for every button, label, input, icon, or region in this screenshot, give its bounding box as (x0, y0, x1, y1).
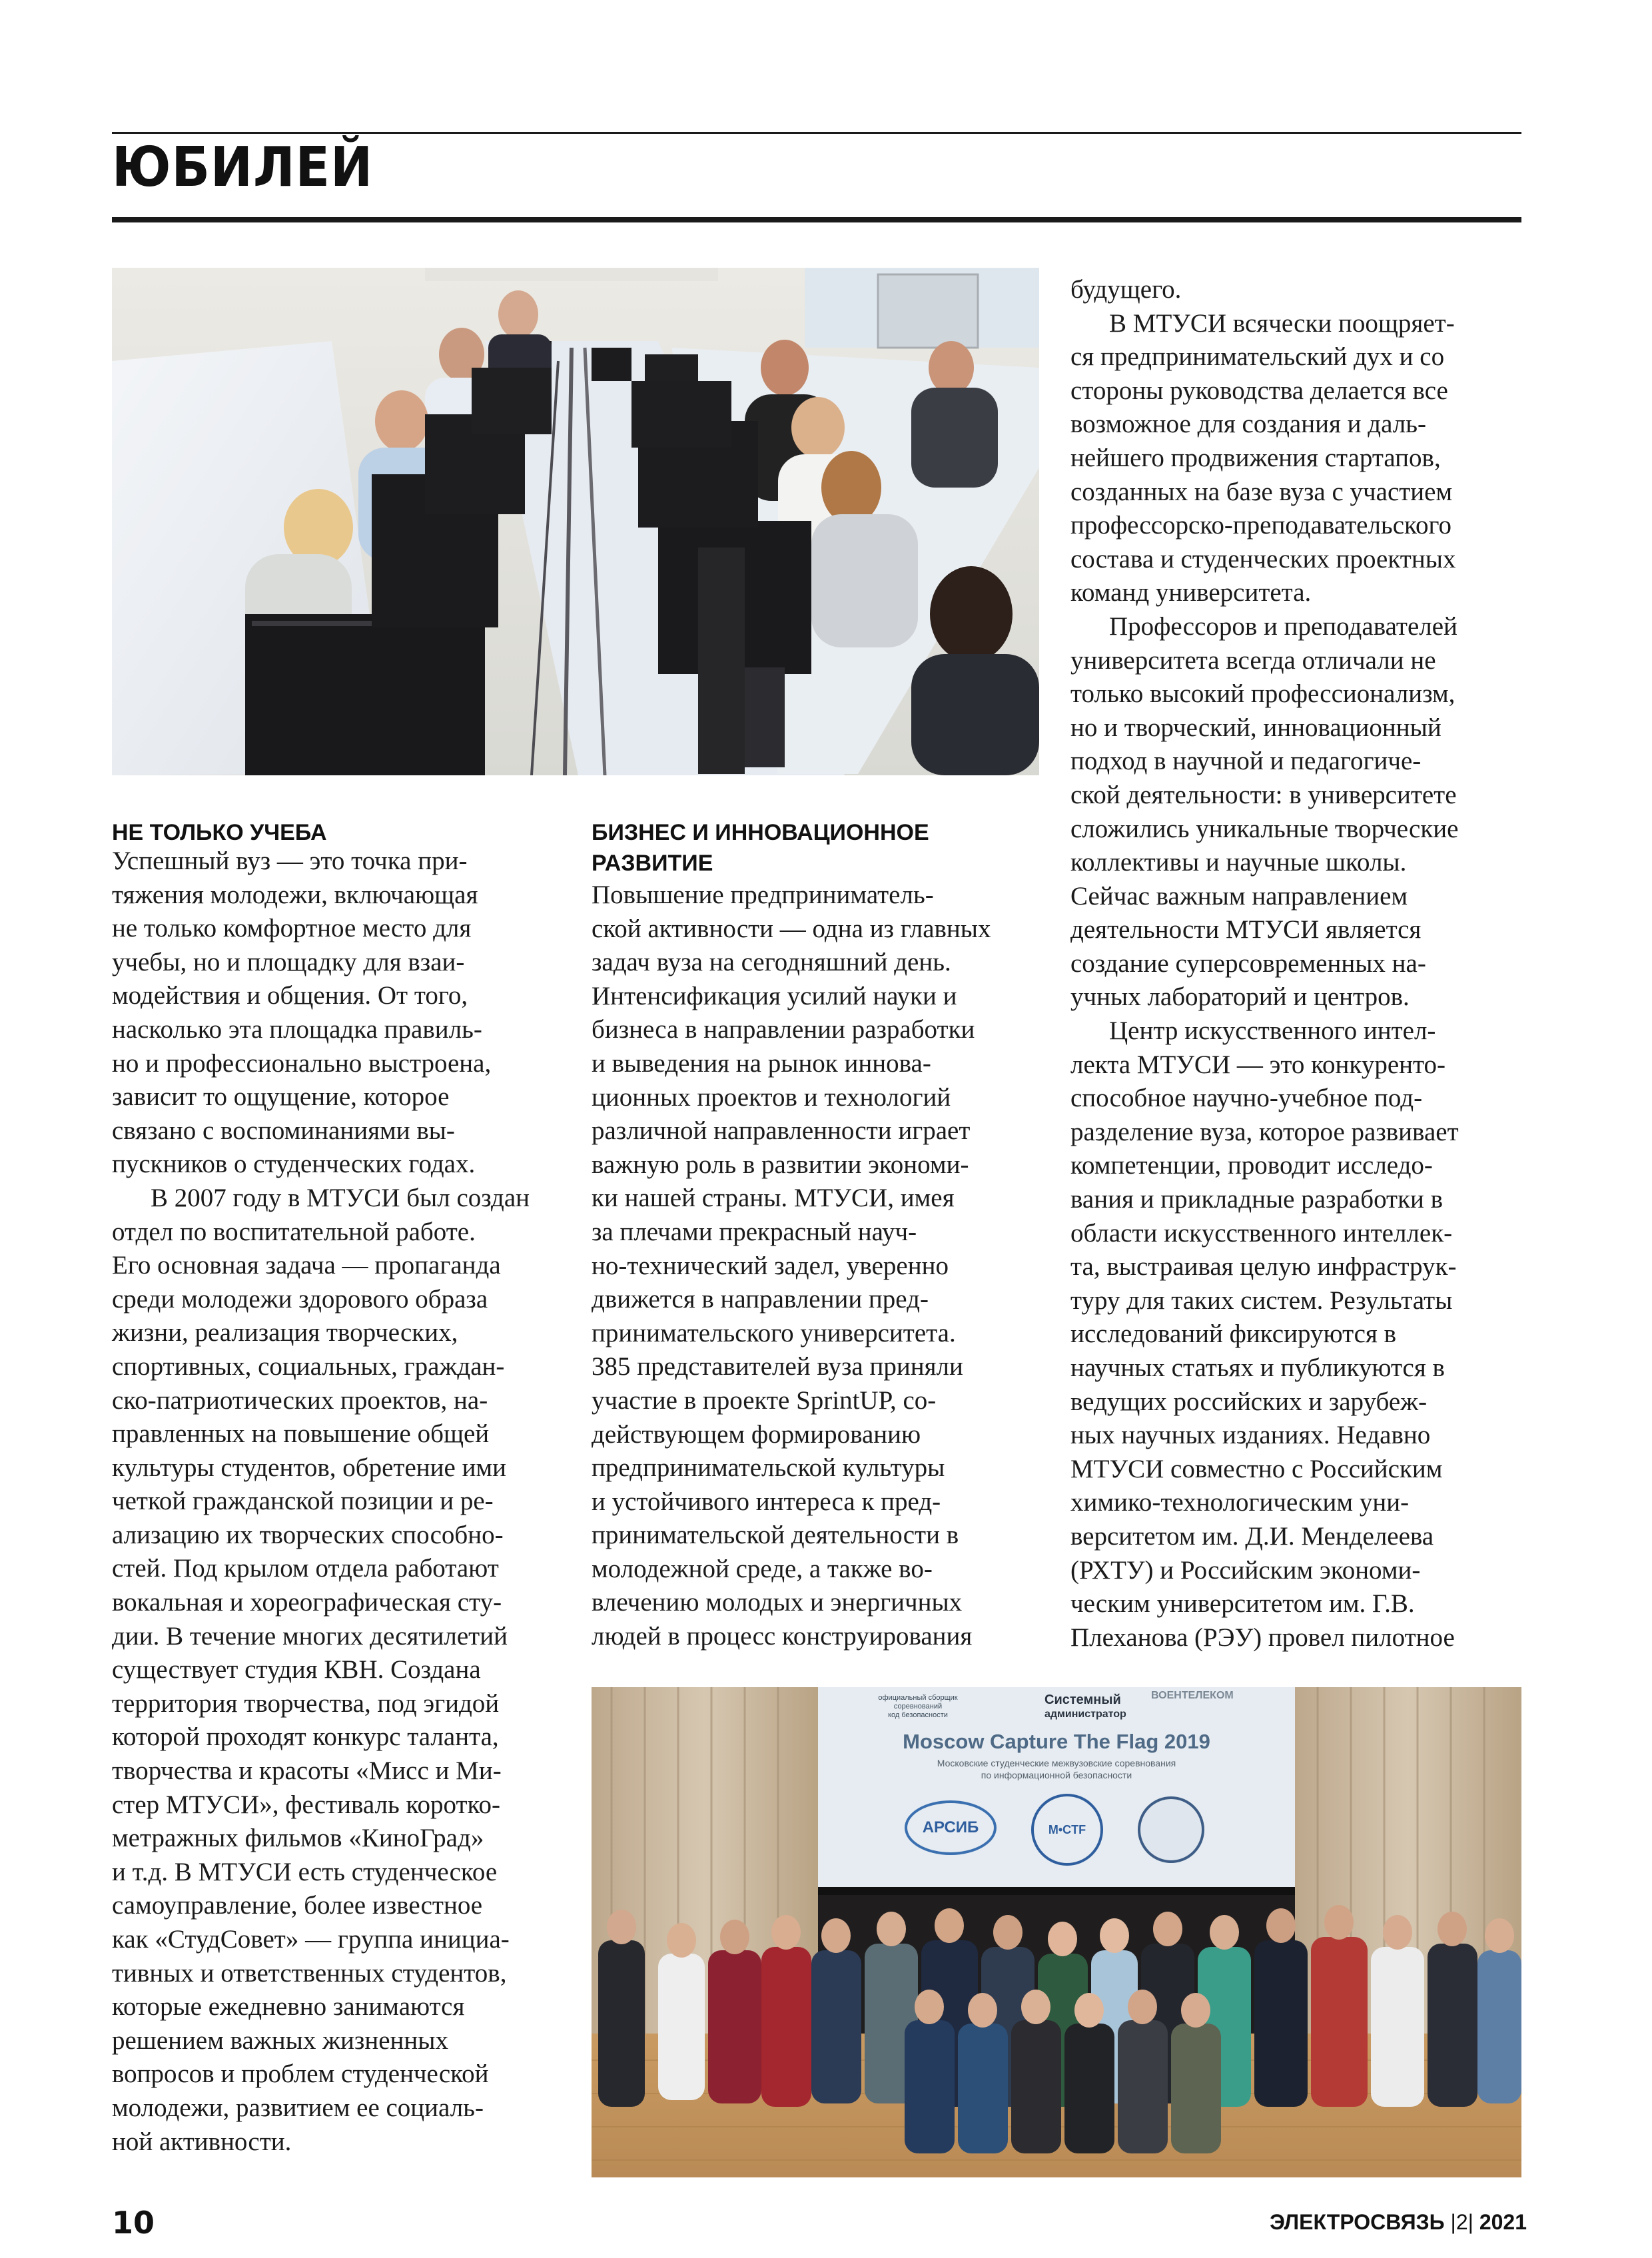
screen-title: Moscow Capture The Flag 2019 (903, 1730, 1210, 1753)
sponsor2-line1: Системный (1044, 1693, 1121, 1707)
text-line: но и профессионально выстроена, (112, 1048, 492, 1078)
magazine-name: ЭЛЕКТРОСВЯЗЬ (1270, 2210, 1445, 2234)
text-line: стер МТУСИ», фестиваль коротко- (112, 1790, 500, 1819)
text-line: предпринимательской культуры (592, 1453, 945, 1483)
text-line: Профессоров и преподавателей (1109, 611, 1457, 641)
text-line: та, выстраивая целую инфраструк- (1070, 1252, 1457, 1282)
sponsor1-line2: соревнований (893, 1702, 943, 1710)
text-line: пускников о студенческих годах. (112, 1150, 476, 1179)
text-line: жизни, реализация творческих, (112, 1318, 458, 1347)
text-line: научных статьях и публикуются в (1070, 1353, 1445, 1382)
classroom-photo (112, 268, 1039, 775)
screen-logo-arsib (905, 1800, 997, 1855)
text-line: Сейчас важным направлением (1070, 881, 1408, 911)
text-line: людей в процесс конструирования (592, 1622, 973, 1651)
text-line: ской деятельности: в университете (1070, 780, 1457, 809)
text-line: четкой гражданской позиции и ре- (112, 1487, 494, 1516)
text-line: творчества и красоты «Мисс и Ми- (112, 1756, 502, 1786)
text-line: ведущих российских и зарубеж- (1070, 1387, 1428, 1416)
text-line: способное научно-учебное под- (1070, 1084, 1423, 1113)
text-line: самоуправление, более известное (112, 1891, 483, 1920)
text-line: Центр искусственного интел- (1109, 1016, 1436, 1046)
text-line: разделение вуза, которое развивает (1070, 1117, 1459, 1146)
text-line: В МТУСИ всячески поощряет- (1109, 308, 1455, 338)
text-line: университета всегда отличали не (1070, 645, 1436, 675)
heading-business-innovation (592, 817, 929, 879)
text-line: ческим университетом им. Г.В. (1070, 1589, 1415, 1619)
text-line: важную роль в развитии экономи- (592, 1150, 969, 1179)
text-line: связано с воспоминаниями вы- (112, 1116, 455, 1145)
text-line: лекта МТУСИ — это конкуренто- (1070, 1050, 1446, 1079)
column-2-text (592, 879, 1051, 1654)
text-line: и устойчивого интереса к пред- (592, 1487, 941, 1516)
text-line: состава и студенческих проектных (1070, 544, 1456, 573)
text-line: насколько эта площадка правиль- (112, 1014, 482, 1044)
text-line: культуры студентов, обретение ими (112, 1453, 507, 1482)
text-line: компетенции, проводит исследо- (1070, 1151, 1433, 1180)
header-top-rule (112, 132, 1521, 134)
text-line: и т.д. В МТУСИ есть студенческое (112, 1857, 498, 1886)
text-line: среди молодежи здорового образа (112, 1284, 488, 1314)
sponsor2-line2: администратор (1044, 1708, 1126, 1720)
text-line: деятельности МТУСИ является (1070, 915, 1422, 944)
text-line: принимательского университета. (592, 1318, 956, 1347)
text-line: туру для таких систем. Результаты (1070, 1286, 1453, 1315)
text-line: стей. Под крылом отдела работают (112, 1554, 499, 1583)
column-1-text (112, 845, 572, 2159)
issue-number: |2| (1450, 2210, 1473, 2234)
text-line: профессорско-преподавательского (1070, 511, 1451, 540)
text-line: как «СтудСовет» — группа инициа- (112, 1925, 510, 1954)
text-line: молодежной среде, а также во- (592, 1554, 933, 1583)
text-line: вопросов и проблем студенческой (112, 2060, 489, 2089)
text-line: учебы, но и площадку для взаи- (112, 947, 465, 976)
text-line: за плечами прекрасный науч- (592, 1217, 917, 1246)
section-title: ЮБИЛЕЙ (112, 136, 374, 199)
heading-not-only-study: НЕ ТОЛЬКО УЧЕБА (112, 820, 327, 845)
text-line: ской активности — одна из главных (592, 914, 991, 943)
text-line: территория творчества, под эгидой (112, 1689, 500, 1718)
text-line: решением важных жизненных (112, 2026, 448, 2055)
text-line: но и творческий, инновационный (1070, 713, 1442, 742)
text-line: молодежи, развитием ее социаль- (112, 2093, 484, 2122)
text-line: тяжения молодежи, включающая (112, 880, 478, 909)
text-line: подход в научной и педагогиче- (1070, 747, 1422, 776)
text-line: не только комфортное место для (112, 914, 472, 943)
text-line: ционных проектов и технологий (592, 1082, 951, 1112)
text-line: участие в проекте SprintUP, со- (592, 1385, 937, 1415)
text-line: спортивных, социальных, граждан- (112, 1351, 505, 1381)
text-line: но-технический задел, уверенно (592, 1251, 949, 1280)
text-line: области искусственного интеллек- (1070, 1218, 1453, 1248)
text-line: задач вуза на сегодняшний день. (592, 948, 951, 977)
text-line: ной активности. (112, 2127, 292, 2156)
screen-logo-emblem-icon (1138, 1796, 1204, 1863)
text-line: исследований фиксируются в (1070, 1319, 1397, 1349)
screen-sponsor-2 (1044, 1693, 1126, 1722)
text-line: химико-технологическим уни- (1070, 1488, 1410, 1517)
text-line: ных научных изданиях. Недавно (1070, 1421, 1431, 1450)
text-line: ализацию их творческих способно- (112, 1520, 504, 1549)
text-line: Его основная задача — пропаганда (112, 1251, 501, 1280)
screen-sponsor-3: ВОЕНТЕЛЕКОМ (1151, 1690, 1234, 1701)
sponsor1-line1: официальный сборщик (878, 1694, 958, 1702)
text-line: 385 представителей вуза приняли (592, 1352, 963, 1381)
text-line: ки нашей страны. МТУСИ, имея (592, 1184, 955, 1213)
text-line: которой проходят конкурс таланта, (112, 1722, 499, 1752)
text-line: действующем формированию (592, 1419, 921, 1449)
text-line: существует студия КВН. Создана (112, 1655, 481, 1685)
text-line: только высокий профессионализм, (1070, 679, 1455, 709)
text-line: отдел по воспитательной работе. (112, 1217, 476, 1246)
text-line: и выведения на рынок иннова- (592, 1048, 931, 1078)
text-line: сложились уникальные творческие (1070, 814, 1459, 843)
text-line: влечению молодых и энергичных (592, 1588, 963, 1617)
group-photo (592, 1687, 1521, 2177)
text-line: которые ежедневно занимаются (112, 1992, 465, 2022)
text-line: будущего. (1070, 275, 1182, 304)
heading-line-1: БИЗНЕС И ИННОВАЦИОННОЕ (592, 820, 929, 845)
text-line: дии. В течение многих десятилетий (112, 1621, 508, 1651)
text-line: модействия и общения. От того, (112, 981, 468, 1010)
text-line: различной направленности играет (592, 1116, 971, 1146)
footer-magazine (1270, 2210, 1527, 2235)
text-line: (РХТУ) и Российским экономи- (1070, 1555, 1421, 1585)
column-3-text (1070, 273, 1523, 1655)
screen-subtitle-2: по информационной безопасности (981, 1770, 1132, 1780)
header-bottom-rule (112, 217, 1521, 222)
text-line: создание суперсовременных на- (1070, 948, 1426, 978)
text-line: вокальная и хореографическая сту- (112, 1588, 502, 1617)
text-line: Интенсификация усилий науки и (592, 981, 957, 1010)
text-line: ся предпринимательский дух и со (1070, 342, 1445, 372)
page-number: 10 (112, 2205, 155, 2241)
text-line: Повышение предприниматель- (592, 881, 934, 909)
sponsor1-line3: код безопасности (888, 1711, 948, 1719)
heading-line-2: РАЗВИТИЕ (592, 851, 713, 876)
issue-year: 2021 (1479, 2210, 1527, 2234)
text-line: вания и прикладные разработки в (1070, 1185, 1444, 1214)
screen-subtitle-1: Московские студенческие межвузовские соревнования (937, 1758, 1176, 1768)
text-line: возможное для создания и даль- (1070, 410, 1427, 439)
text-line: бизнеса в направлении разработки (592, 1015, 975, 1044)
screen-sponsor-1 (878, 1694, 958, 1720)
text-line: команд университета. (1070, 578, 1312, 607)
text-line: коллективы и научные школы. (1070, 848, 1407, 877)
text-line: В 2007 году в МТУСИ был создан (151, 1183, 530, 1212)
text-line: верситетом им. Д.И. Менделеева (1070, 1521, 1434, 1551)
text-line: Плеханова (РЭУ) провел пилотное (1070, 1623, 1455, 1652)
text-line: МТУСИ совместно с Российским (1070, 1454, 1443, 1483)
text-line: тивных и ответственных студентов, (112, 1958, 507, 1988)
text-line: ско-патриотических проектов, на- (112, 1385, 488, 1415)
text-line: метражных фильмов «КиноГрад» (112, 1824, 484, 1853)
screen-logo-mctf (1031, 1794, 1103, 1866)
text-line: Успешный вуз — это точка при- (112, 847, 468, 875)
text-line: стороны руководства делается все (1070, 376, 1448, 405)
text-line: созданных на базе вуза с участием (1070, 477, 1453, 506)
text-line: движется в направлении пред- (592, 1285, 929, 1314)
logo-mctf-text: M•CTF (1048, 1822, 1086, 1836)
text-line: учных лабораторий и центров. (1070, 982, 1410, 1012)
text-line: правленных на повышение общей (112, 1419, 490, 1449)
logo-arsib-text: АРСИБ (922, 1818, 979, 1836)
text-line: принимательской деятельности в (592, 1521, 959, 1550)
text-line: зависит то ощущение, которое (112, 1082, 450, 1112)
text-line: нейшего продвижения стартапов, (1070, 443, 1441, 472)
